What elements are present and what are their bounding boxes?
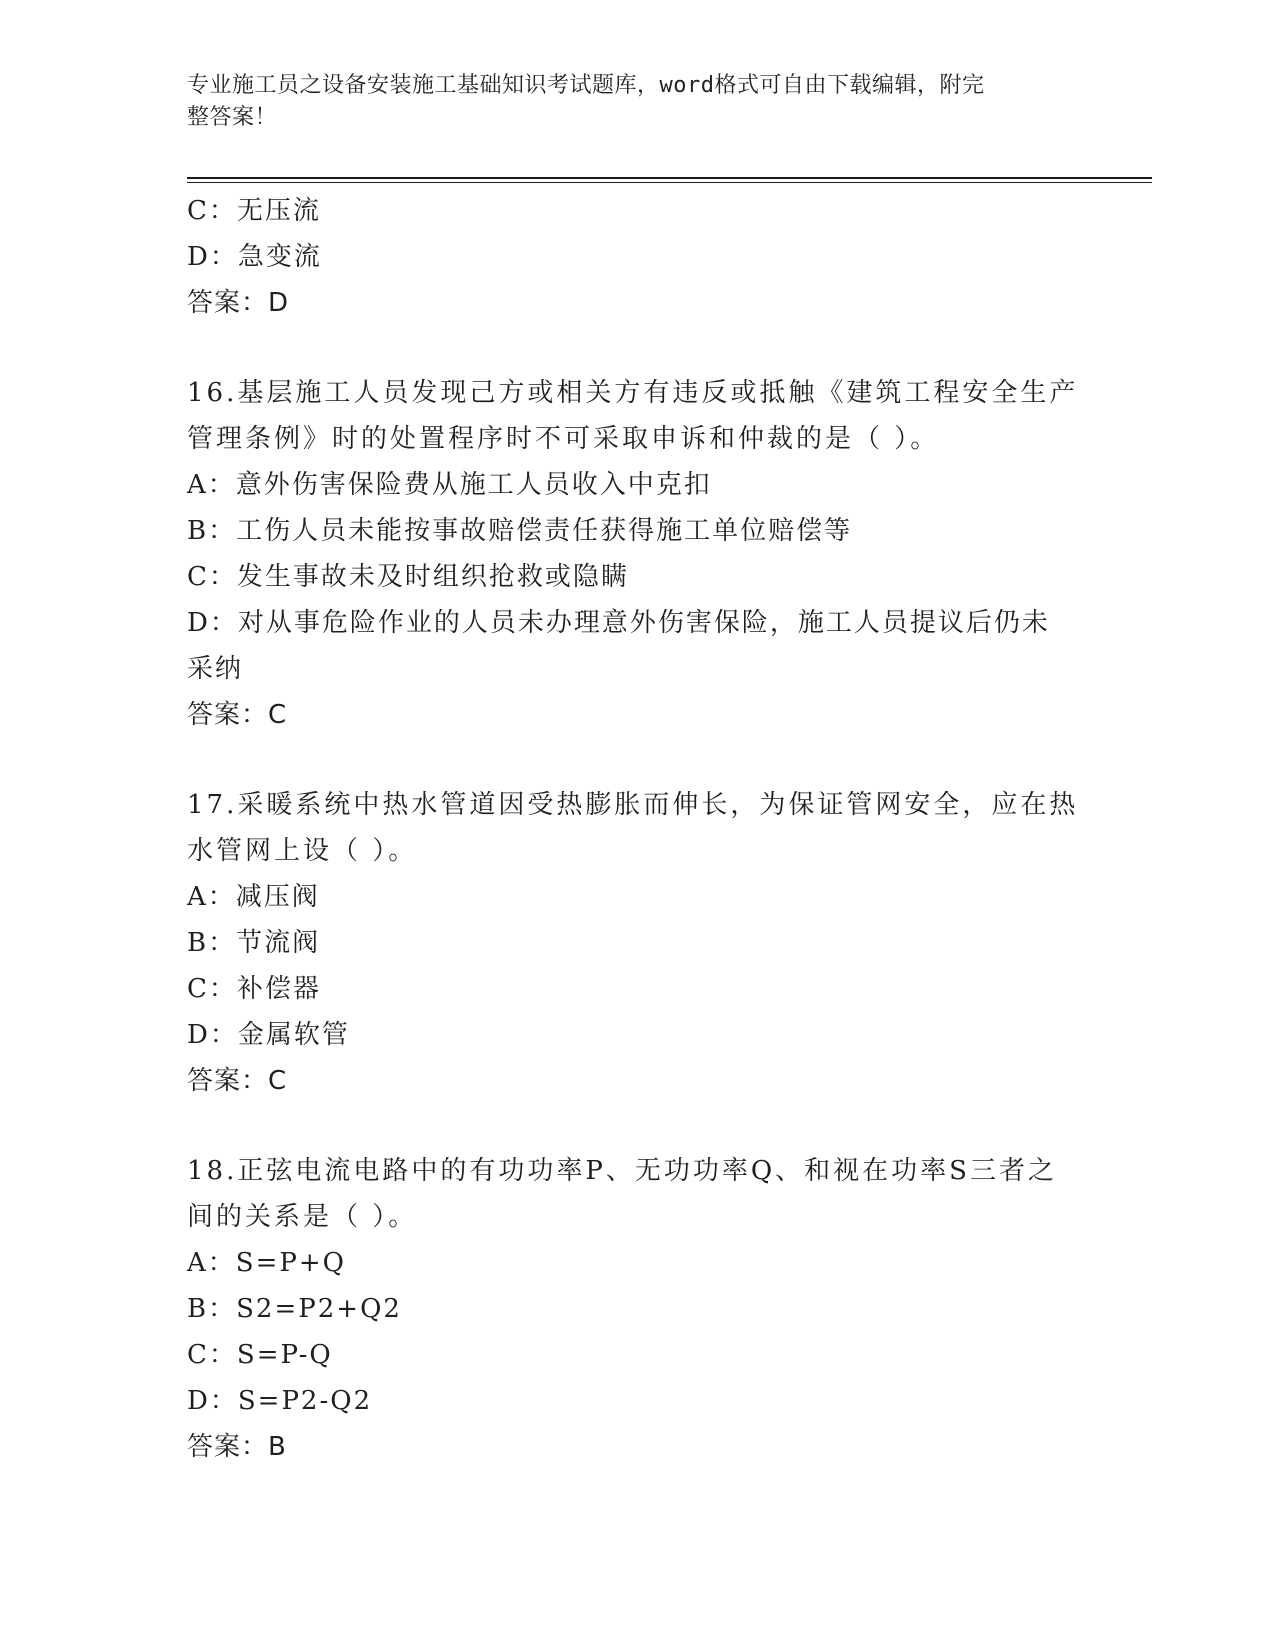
option-a: A：意外伤害保险费从施工人员收入中克扣 [187, 470, 712, 500]
option-d: D：对从事危险作业的人员未办理意外伤害保险，施工人员提议后仍未 [187, 608, 1050, 638]
answer-line: 答案：B [187, 1432, 287, 1462]
option-c: C：发生事故未及时组织抢救或隐瞒 [187, 562, 629, 592]
option-c: C：补偿器 [187, 974, 321, 1004]
answer-line: 答案：C [187, 1066, 288, 1096]
question-block-17 [187, 782, 1087, 1104]
question-block-18 [187, 1148, 1087, 1470]
header-line: 专业施工员之设备安装施工基础知识考试题库，word格式可自由下载编辑，附完 [187, 73, 985, 98]
header-divider-thin [187, 182, 1152, 183]
document-body [187, 188, 1087, 1470]
option-d: D：S=P2-Q2 [187, 1386, 373, 1416]
question-block-16 [187, 370, 1087, 738]
question-text: 管理条例》时的处置程序时不可采取申诉和仲裁的是（ ）。 [187, 424, 940, 454]
question-text: 18.正弦电流电路中的有功功率P、无功功率Q、和视在功率S三者之 [187, 1156, 1057, 1186]
option-d: D：急变流 [187, 242, 322, 272]
answer-line: 答案：C [187, 700, 288, 730]
option-d: D：金属软管 [187, 1020, 350, 1050]
spacer [187, 326, 1087, 370]
option-b: B：节流阀 [187, 928, 321, 958]
document-header [187, 70, 1067, 134]
question-text: 17.采暖系统中热水管道因受热膨胀而伸长，为保证管网安全，应在热 [187, 790, 1079, 820]
header-line: 整答案！ [187, 105, 278, 130]
answer-line: 答案：D [187, 288, 290, 318]
option-b: B：工伤人员未能按事故赔偿责任获得施工单位赔偿等 [187, 516, 853, 546]
header-divider [187, 177, 1152, 179]
question-block-prev [187, 188, 1087, 326]
option-d-continued: 采纳 [187, 654, 244, 684]
option-b: B：S2=P2+Q2 [187, 1294, 402, 1324]
option-c: C：S=P-Q [187, 1340, 333, 1370]
question-text: 间的关系是（ ）。 [187, 1202, 418, 1232]
spacer [187, 1104, 1087, 1148]
option-c: C：无压流 [187, 196, 321, 226]
question-text: 水管网上设（ ）。 [187, 836, 418, 866]
option-a: A：减压阀 [187, 882, 320, 912]
option-a: A：S=P+Q [187, 1248, 346, 1278]
question-text: 16.基层施工人员发现己方或相关方有违反或抵触《建筑工程安全生产 [187, 378, 1079, 408]
spacer [187, 738, 1087, 782]
